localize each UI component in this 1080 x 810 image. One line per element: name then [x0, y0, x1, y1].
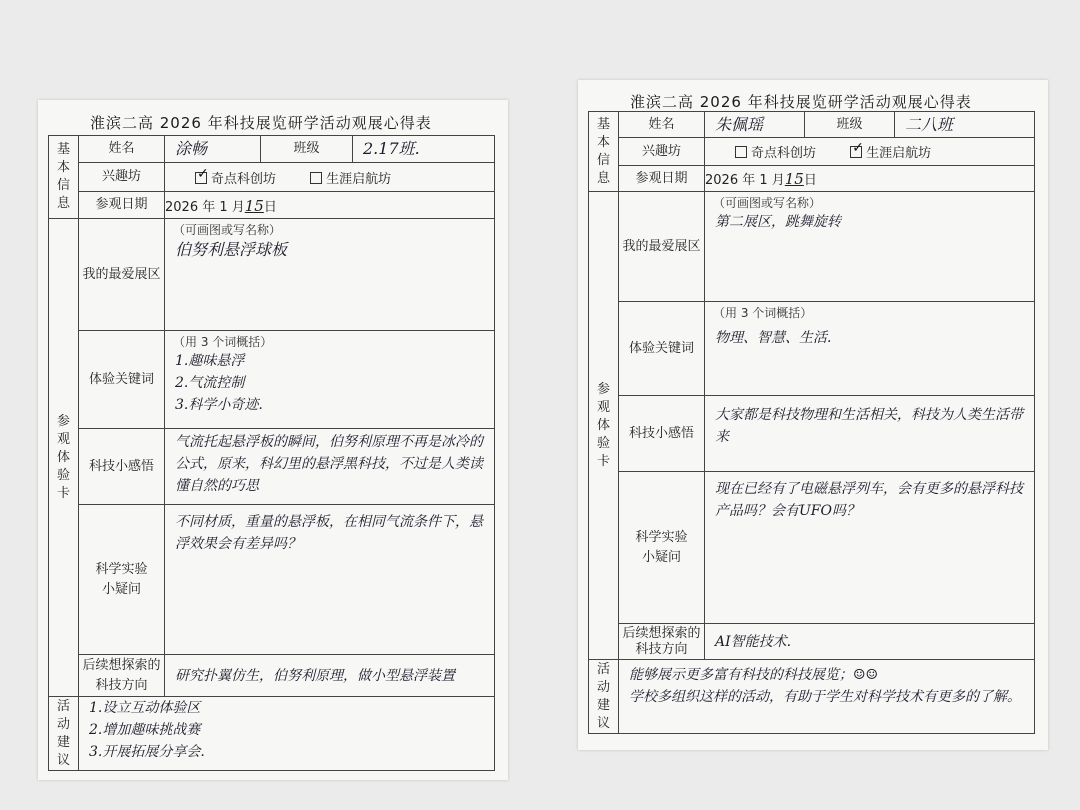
right-keyword-hint: （用 3 个词概括）: [713, 306, 813, 320]
right-form-table: [588, 111, 1035, 734]
right-insight-area[interactable]: [705, 396, 1035, 472]
left-favorite-label: 我的最爱展区: [79, 219, 165, 331]
right-favorite-area[interactable]: [705, 192, 1035, 302]
right-interest-label: 兴趣坊: [619, 138, 705, 166]
right-interest-options[interactable]: [705, 138, 1035, 166]
left-name-label: 姓名: [79, 136, 165, 163]
left-class-label: 班级: [261, 136, 353, 163]
left-name-value[interactable]: 涂畅: [165, 136, 261, 163]
right-form-title: 淮滨二高 2026 年科技展览研学活动观展心得表: [630, 93, 972, 111]
left-explore-label: 后续想探索的 科技方向: [79, 655, 165, 697]
checkbox-icon[interactable]: [310, 172, 322, 184]
left-form-table: [48, 135, 495, 771]
left-section-activity: 活 动 建 议: [49, 697, 79, 771]
left-favorite-value: 伯努利悬浮球板: [175, 240, 288, 259]
left-favorite-hint: （可画图或写名称）: [173, 223, 282, 237]
left-question-label: 科学实验 小疑问: [79, 505, 165, 655]
checkbox-checked-icon[interactable]: [195, 172, 207, 184]
left-suggestion-area[interactable]: [79, 697, 495, 771]
checkbox-icon[interactable]: [735, 146, 747, 158]
left-suggestion-2: 2.增加趣味挑战赛: [89, 722, 201, 738]
right-explore-area[interactable]: [705, 624, 1035, 660]
left-section-card: 参 观 体 验 卡: [49, 219, 79, 697]
left-question-area[interactable]: [165, 505, 495, 655]
right-suggestion-2: 学校多组织这样的活动，有助于学生对科学技术有更多的了解。: [629, 689, 1021, 705]
left-suggestion-1: 1.设立互动体验区: [89, 700, 201, 716]
right-date-label: 参观日期: [619, 166, 705, 192]
right-suggestion-1: 能够展示更多富有科技的科技展览；☺☺: [629, 667, 879, 683]
right-question-area[interactable]: [705, 472, 1035, 624]
left-suggestion-3: 3.开展拓展分享会.: [89, 744, 205, 760]
right-explore-value: AI智能技术.: [715, 633, 792, 650]
right-favorite-label: 我的最爱展区: [619, 192, 705, 302]
right-class-label: 班级: [805, 112, 895, 138]
right-class-value[interactable]: 二八班: [895, 112, 1035, 138]
right-form-sheet: [578, 80, 1048, 750]
right-question-value: 现在已经有了电磁悬浮列车，会有更多的悬浮科技产品吗？会有UFO吗？: [715, 481, 1023, 519]
left-question-value: 不同材质，重量的悬浮板，在相同气流条件下，悬浮效果会有差异吗？: [175, 514, 483, 552]
left-interest-option-2[interactable]: 生涯启航坊: [310, 168, 391, 187]
left-explore-area[interactable]: [165, 655, 495, 697]
checkbox-checked-icon[interactable]: [850, 146, 862, 158]
left-keyword-label: 体验关键词: [79, 331, 165, 429]
left-keyword-1: 1.趣味悬浮: [175, 353, 245, 369]
left-keyword-2: 2.气流控制: [175, 375, 245, 391]
right-question-label: 科学实验 小疑问: [619, 472, 705, 624]
right-insight-value: 大家都是科技物理和生活相关，科技为人类生活带来: [715, 407, 1023, 445]
left-class-value[interactable]: 2.17班.: [353, 136, 495, 163]
right-name-label: 姓名: [619, 112, 705, 138]
right-favorite-hint: （可画图或写名称）: [713, 196, 822, 210]
right-keyword-area[interactable]: [705, 302, 1035, 396]
right-suggestion-area[interactable]: [619, 660, 1035, 734]
left-keyword-3: 3.科学小奇迹.: [175, 397, 263, 413]
left-interest-label: 兴趣坊: [79, 163, 165, 192]
right-keyword-label: 体验关键词: [619, 302, 705, 396]
left-interest-option-1[interactable]: ✓ 奇点科创坊: [195, 168, 276, 187]
left-insight-value: 气流托起悬浮板的瞬间，伯努利原理不再是冰冷的公式，原来，科幻里的悬浮黑科技，不过是人类读懂自然的巧思: [175, 434, 483, 494]
right-explore-label: 后续想探索的 科技方向: [619, 624, 705, 660]
left-keyword-hint: （用 3 个词概括）: [173, 335, 273, 349]
right-section-card: 参 观 体 验 卡: [589, 192, 619, 660]
left-section-basic: 基 本 信 息: [49, 136, 79, 219]
left-keyword-area[interactable]: [165, 331, 495, 429]
left-form-title: 淮滨二高 2026 年科技展览研学活动观展心得表: [90, 114, 432, 132]
left-date-value[interactable]: 2026 年 1 月15日: [165, 192, 495, 219]
right-name-value[interactable]: 朱佩瑶: [705, 112, 805, 138]
right-section-activity: 活 动 建 议: [589, 660, 619, 734]
left-explore-value: 研究扑翼仿生，伯努利原理，做小型悬浮装置: [175, 667, 455, 684]
right-insight-label: 科技小感悟: [619, 396, 705, 472]
left-insight-label: 科技小感悟: [79, 429, 165, 505]
right-date-value[interactable]: 2026 年 1 月15日: [705, 166, 1035, 192]
left-favorite-area[interactable]: [165, 219, 495, 331]
right-favorite-value: 第二展区，跳舞旋转: [715, 214, 841, 230]
right-section-basic: 基 本 信 息: [589, 112, 619, 192]
right-keywords: 物理、智慧、生活.: [715, 330, 832, 346]
left-interest-options[interactable]: [165, 163, 495, 192]
left-insight-area[interactable]: [165, 429, 495, 505]
left-date-label: 参观日期: [79, 192, 165, 219]
right-interest-option-2[interactable]: ✓ 生涯启航坊: [850, 142, 931, 161]
right-interest-option-1[interactable]: 奇点科创坊: [735, 142, 816, 161]
left-form-sheet: [38, 100, 508, 780]
